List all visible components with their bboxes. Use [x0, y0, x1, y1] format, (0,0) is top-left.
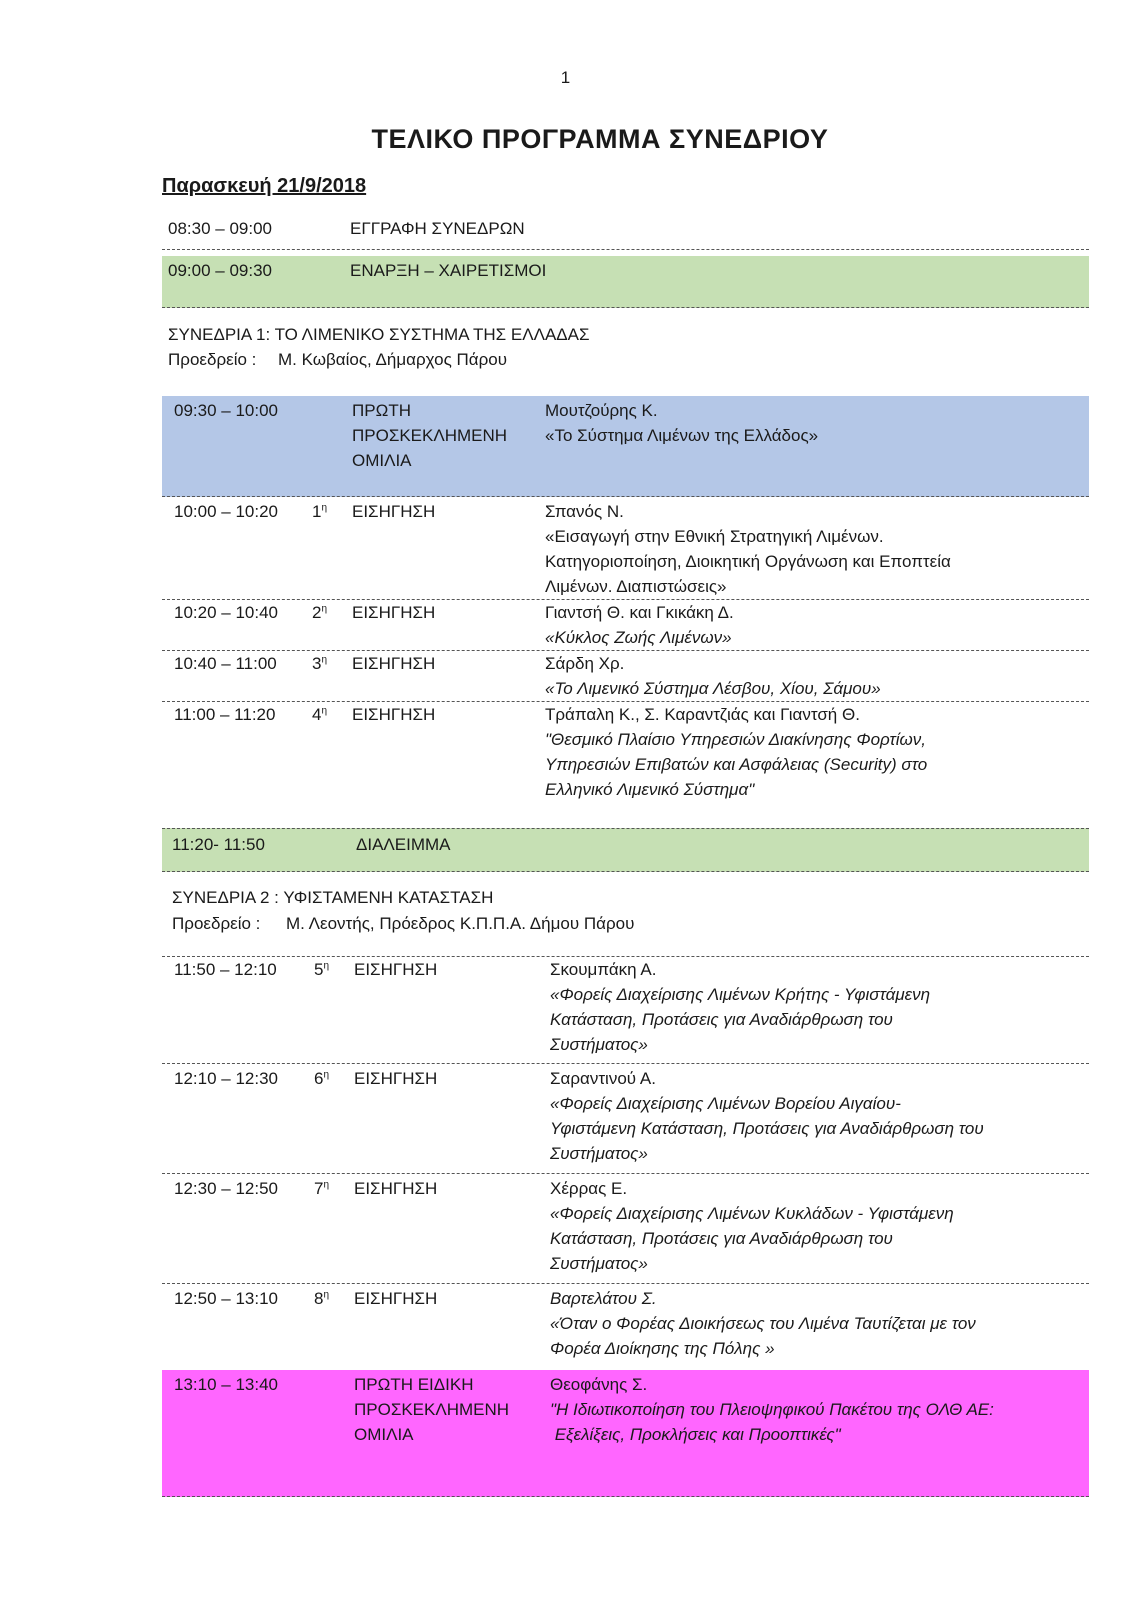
schedule-row-talk: [162, 497, 1089, 600]
row-talk-title: Συστήματος»: [550, 1035, 648, 1054]
schedule-row-talk: [162, 651, 1089, 702]
row-talk-title: «Εισαγωγή στην Εθνική Στρατηγική Λιμένων.: [545, 527, 884, 546]
row-talk-title: «Το Λιμενικό Σύστημα Λέσβου, Χίου, Σάμου»: [545, 679, 881, 698]
session-title: ΣΥΝΕΔΡΙΑ 1: ΤΟ ΛΙΜΕΝΙΚΟ ΣΥΣΤΗΜΑ ΤΗΣ ΕΛΛΑΔΑΣ: [168, 325, 590, 344]
row-type: ΟΜΙΛΙΑ: [352, 451, 412, 470]
row-speaker: Μουτζούρης Κ.: [545, 401, 658, 420]
schedule-row-opening: [162, 256, 1089, 308]
row-talk-title: Κατάσταση, Προτάσεις για Αναδιάρθρωση του: [550, 1010, 893, 1029]
row-talk-title: «Κύκλος Ζωής Λιμένων»: [545, 628, 732, 647]
session-title: ΣΥΝΕΔΡΙΑ 2 : ΥΦΙΣΤΑΜΕΝΗ ΚΑΤΑΣΤΑΣΗ: [172, 888, 494, 907]
row-talk-title: Εξελίξεις, Προκλήσεις και Προοπτικές": [550, 1425, 841, 1444]
session-chair: Μ. Λεοντής, Πρόεδρος Κ.Π.Π.Α. Δήμου Πάρου: [286, 914, 635, 933]
row-talk-title: Ελληνικό Λιμενικό Σύστημα": [545, 780, 755, 799]
row-speaker: Βαρτελάτου Σ.: [550, 1289, 657, 1308]
schedule-row-registration: [162, 212, 1089, 250]
row-talk-title: «Όταν ο Φορέας Διοικήσεως του Λιμένα Ταυτίζεται με τον: [550, 1314, 976, 1333]
row-order: $3^\eta$: [312, 654, 328, 673]
row-type: ΕΙΣΗΓΗΣΗ: [354, 1069, 438, 1088]
row-talk-title: Συστήματος»: [550, 1254, 648, 1273]
row-talk-title: Υπηρεσιών Επιβατών και Ασφάλειας (Security) στο: [545, 755, 928, 774]
row-talk-title: «Φορείς Διαχείρισης Λιμένων Βορείου Αιγαίου-: [550, 1094, 901, 1113]
row-type: ΠΡΟΣΚΕΚΛΗΜΕΝΗ: [354, 1400, 510, 1419]
row-time: 12:10 – 12:30: [174, 1069, 278, 1088]
row-time: 09:30 – 10:00: [174, 401, 278, 420]
row-type: ΠΡΩΤΗ ΕΙΔΙΚΗ: [354, 1375, 474, 1394]
row-type: ΠΡΩΤΗ: [352, 401, 411, 420]
row-type: ΕΙΣΗΓΗΣΗ: [354, 1179, 438, 1198]
row-time: 10:00 – 10:20: [174, 502, 278, 521]
row-speaker: Θεοφάνης Σ.: [550, 1375, 648, 1394]
schedule-row-keynote: [162, 396, 1089, 497]
row-order: $1^\eta$: [312, 502, 328, 521]
row-time: 11:20- 11:50: [172, 835, 265, 854]
page-title: ΤΕΛΙΚΟ ΠΡΟΓΡΑΜΜΑ ΣΥΝΕΔΡΙΟΥ: [371, 124, 829, 154]
row-speaker: Σαραντινού Α.: [550, 1069, 656, 1088]
row-talk-title: Κατάσταση, Προτάσεις για Αναδιάρθρωση του: [550, 1229, 893, 1248]
schedule-row-special-keynote: [162, 1370, 1089, 1497]
program-date: Παρασκευή 21/9/2018: [162, 175, 367, 197]
session-chair: Μ. Κωβαίος, Δήμαρχος Πάρου: [278, 350, 508, 369]
session-1-header: [162, 322, 1089, 374]
row-speaker: Σπανός Ν.: [545, 502, 624, 521]
row-order: $2^\eta$: [312, 603, 328, 622]
schedule-row-break: [162, 828, 1089, 872]
row-speaker: Σάρδη Χρ.: [545, 654, 625, 673]
row-talk-title: «Φορείς Διαχείρισης Λιμένων Κυκλάδων - Υφιστάμενη: [550, 1204, 954, 1223]
row-talk-title: Κατηγοριοποίηση, Διοικητική Οργάνωση και Εποπτεία: [545, 552, 951, 571]
row-type: ΕΙΣΗΓΗΣΗ: [352, 502, 436, 521]
row-talk-title: "Η Ιδιωτικοποίηση του Πλειοψηφικού Πακέτου της ΟΛΘ ΑΕ:: [550, 1400, 994, 1419]
row-label: ΕΝΑΡΞΗ – ΧΑΙΡΕΤΙΣΜΟΙ: [350, 261, 547, 280]
schedule-row-talk: [162, 956, 1089, 1064]
row-order: $6^\eta$: [314, 1069, 330, 1088]
row-time: 11:00 – 11:20: [174, 705, 276, 724]
row-time: 13:10 – 13:40: [174, 1375, 278, 1394]
page-number: 1: [560, 68, 571, 87]
row-type: ΕΙΣΗΓΗΣΗ: [354, 1289, 438, 1308]
row-time: 10:40 – 11:00: [174, 654, 277, 673]
row-talk-title: Φορέα Διοίκησης της Πόλης »: [550, 1339, 775, 1358]
schedule-row-talk: [162, 702, 1089, 806]
row-speaker: Χέρρας Ε.: [550, 1179, 628, 1198]
row-label: ΕΓΓΡΑΦΗ ΣΥΝΕΔΡΩΝ: [350, 219, 525, 238]
session-chair-label: Προεδρείο :: [172, 914, 261, 933]
row-time: 09:00 – 09:30: [168, 261, 272, 280]
row-type: ΕΙΣΗΓΗΣΗ: [354, 960, 438, 979]
row-order: $8^\eta$: [314, 1289, 330, 1308]
row-talk-title: Συστήματος»: [550, 1144, 648, 1163]
row-speaker: Γιαντσή Θ. και Γκικάκη Δ.: [545, 603, 734, 622]
row-order: $5^\eta$: [314, 960, 330, 979]
schedule-row-talk: [162, 1066, 1089, 1174]
row-speaker: Τράπαλη Κ., Σ. Καραντζιάς και Γιαντσή Θ.: [545, 705, 860, 724]
row-talk-title: Λιμένων. Διαπιστώσεις»: [545, 577, 727, 596]
row-order: $7^\eta$: [314, 1179, 330, 1198]
row-talk-title: «Το Σύστημα Λιμένων της Ελλάδος»: [545, 426, 819, 445]
row-label: ΔΙΑΛΕΙΜΜΑ: [356, 835, 451, 854]
row-time: 11:50 – 12:10: [174, 960, 277, 979]
row-time: 12:30 – 12:50: [174, 1179, 278, 1198]
row-speaker: Σκουμπάκη Α.: [550, 960, 657, 979]
row-order: $4^\eta$: [312, 705, 328, 724]
row-time: 10:20 – 10:40: [174, 603, 278, 622]
row-talk-title: Υφιστάμενη Κατάσταση, Προτάσεις για Αναδιάρθρωση του: [550, 1119, 984, 1138]
row-talk-title: «Φορείς Διαχείρισης Λιμένων Κρήτης - Υφιστάμενη: [550, 985, 931, 1004]
row-talk-title: "Θεσμικό Πλαίσιο Υπηρεσιών Διακίνησης Φορτίων,: [545, 730, 927, 749]
row-type: ΟΜΙΛΙΑ: [354, 1425, 414, 1444]
row-type: ΕΙΣΗΓΗΣΗ: [352, 705, 436, 724]
schedule-row-talk: [162, 600, 1089, 651]
row-type: ΠΡΟΣΚΕΚΛΗΜΕΝΗ: [352, 426, 508, 445]
session-2-header: [162, 885, 1089, 937]
session-chair-label: Προεδρείο :: [168, 350, 257, 369]
row-type: ΕΙΣΗΓΗΣΗ: [352, 654, 436, 673]
row-type: ΕΙΣΗΓΗΣΗ: [352, 603, 436, 622]
row-time: 08:30 – 09:00: [168, 219, 272, 238]
schedule-row-talk: [162, 1286, 1089, 1370]
row-time: 12:50 – 13:10: [174, 1289, 278, 1308]
schedule-row-talk: [162, 1176, 1089, 1284]
